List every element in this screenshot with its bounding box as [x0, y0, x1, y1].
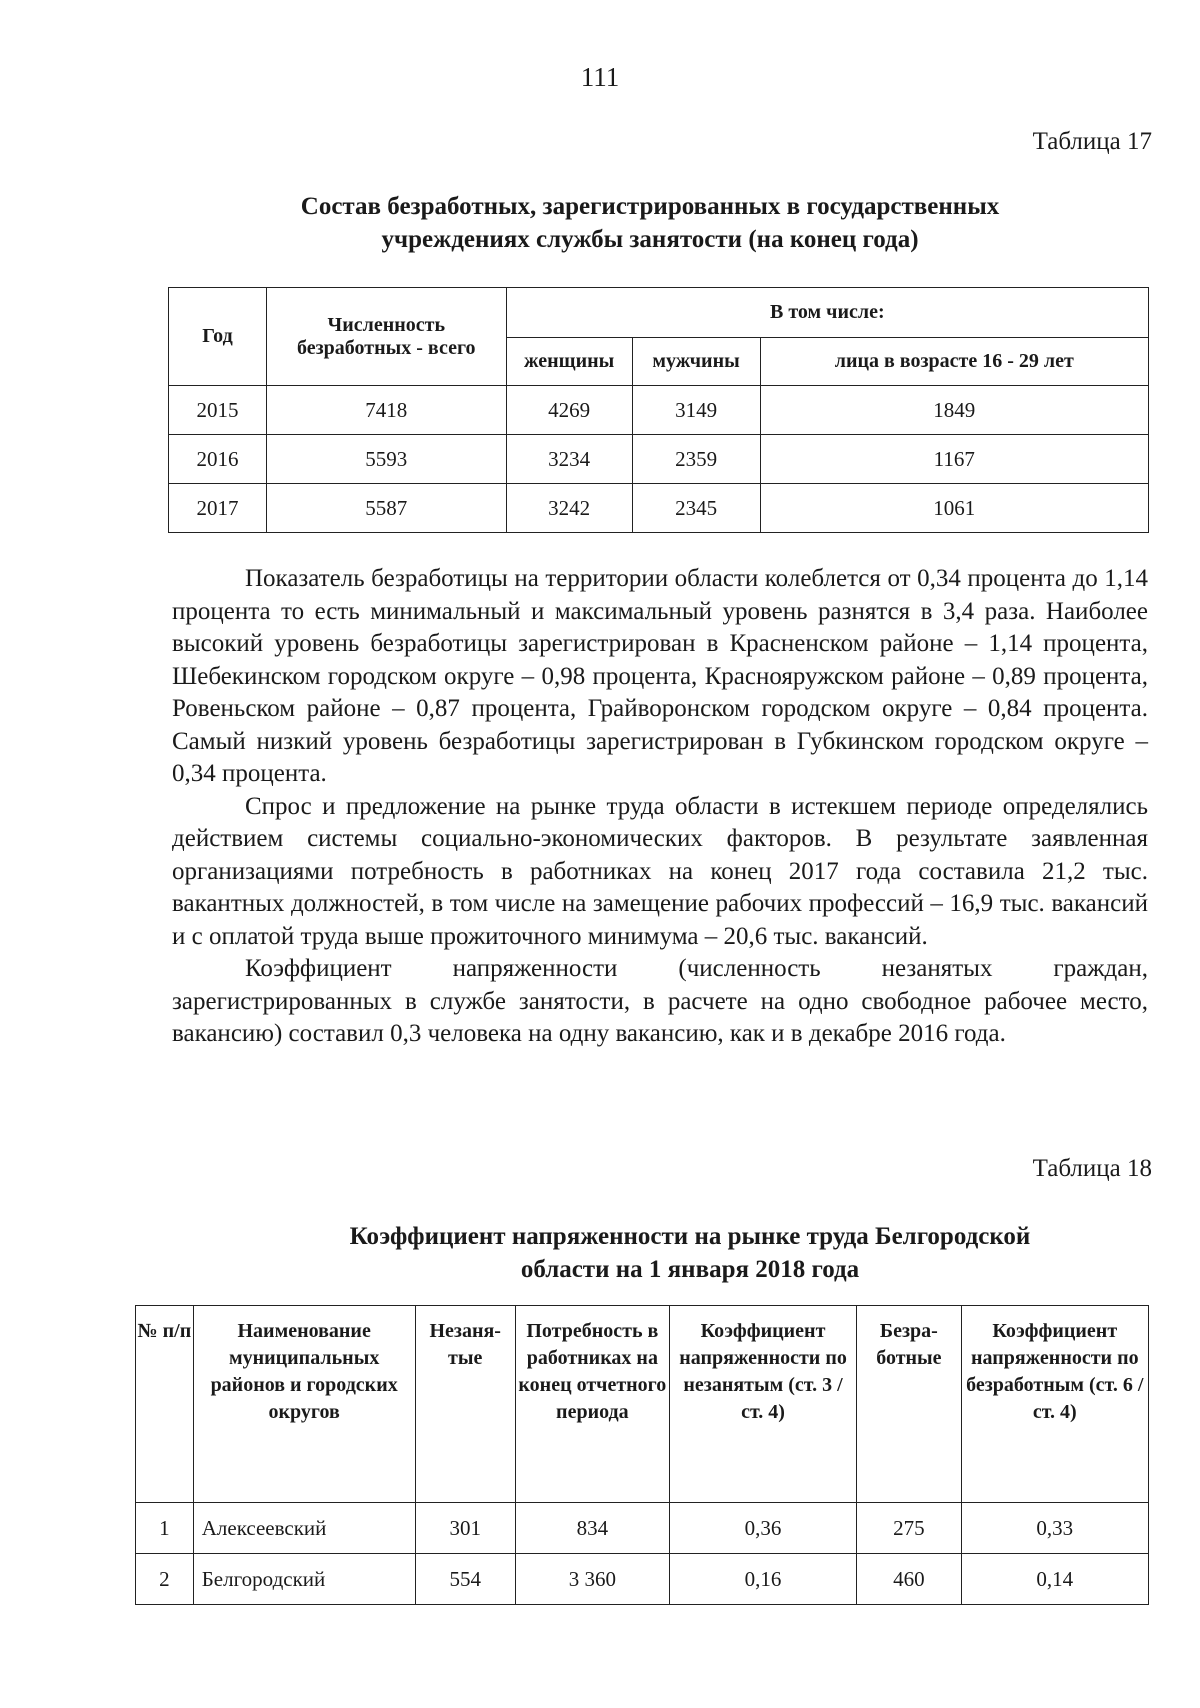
header-total	[266, 288, 506, 386]
header-num: № п/п	[136, 1306, 194, 1503]
cell-total: 5587	[266, 484, 506, 533]
cell-unemployed: 554	[415, 1554, 515, 1605]
cell-name: Алексеевский	[193, 1503, 415, 1554]
header-coef-unemployed: Коэффициент напряженности по незанятым (ст. 3 / ст. 4)	[669, 1306, 856, 1503]
header-name: Наименование муниципальных районов и городских округов	[193, 1306, 415, 1503]
table-row	[136, 1554, 1149, 1605]
cell-coef-unemployed: 0,16	[669, 1554, 856, 1605]
cell-demand: 834	[515, 1503, 669, 1554]
table-17-label: Таблица 17	[1032, 128, 1152, 155]
header-jobless: Безра-ботные	[857, 1306, 961, 1503]
header-total-line2: безработных - всего	[297, 336, 476, 359]
table-18-label: Таблица 18	[1032, 1155, 1152, 1182]
cell-women: 3234	[506, 435, 632, 484]
paragraph-labor-demand: Спрос и предложение на рынке труда области в истекшем периоде определялись действием системы социально-экономических факторов. В результате заявленная организациями потребность в работниках на конец 2017 года составила 21,2 тыс. вакантных должностей, в том числе на замещение рабочих профессий – 16,9 тыс. вакансий и с оплатой труда выше прожиточного минимума – 20,6 тыс. вакансий.	[172, 792, 1148, 950]
table-17-title-line1: Состав безработных, зарегистрированных в государственных	[300, 193, 1000, 220]
cell-jobless: 275	[857, 1503, 961, 1554]
table-18-title-line1: Коэффициент напряженности на рынке труда Белгородской	[349, 1223, 1031, 1250]
table-row	[169, 386, 1149, 435]
header-including: В том числе:	[506, 288, 1148, 338]
cell-women: 3242	[506, 484, 632, 533]
table-17-title	[190, 190, 1110, 256]
header-year: Год	[169, 288, 267, 386]
cell-coef-jobless: 0,33	[961, 1503, 1148, 1554]
cell-demand: 3 360	[515, 1554, 669, 1605]
cell-name: Белгородский	[193, 1554, 415, 1605]
cell-men: 2345	[632, 484, 760, 533]
page-number: 111	[580, 62, 620, 92]
paragraph-tension-coefficient: Коэффициент напряженности (численность незанятых граждан, зарегистрированных в службе занятости, в расчете на одно свободное рабочее место, вакансию) составил 0,3 человека на одну вакансию, как и в декабре 2016 года.	[172, 955, 1148, 1047]
cell-total: 5593	[266, 435, 506, 484]
cell-year: 2015	[169, 386, 267, 435]
cell-youth: 1849	[760, 386, 1148, 435]
cell-num: 2	[136, 1554, 194, 1605]
paragraph-unemployment-rate: Показатель безработицы на территории области колеблется от 0,34 процента до 1,14 процента то есть минимальный и максимальный уровень разнятся в 3,4 раза. Наиболее высокий уровень безработицы зарегистрирован в Красненском районе – 1,14 процента, Шебекинском городском округе – 0,98 процента, Краснояружском районе – 0,89 процента, Ровеньском районе – 0,87 процента, Грайворонском городском округе – 0,84 процента. Самый низкий уровень безработицы зарегистрирован в Губкинском городском округе – 0,34 процента.	[172, 565, 1148, 787]
table-row	[169, 484, 1149, 533]
cell-youth: 1061	[760, 484, 1148, 533]
body-text	[172, 563, 1148, 1051]
unemployed-composition-table	[168, 287, 1149, 533]
cell-year: 2016	[169, 435, 267, 484]
table-18-title-line2: области на 1 января 2018 года	[520, 1256, 860, 1283]
table-18-title	[240, 1220, 1140, 1286]
cell-total: 7418	[266, 386, 506, 435]
header-demand: Потребность в работниках на конец отчетного периода	[515, 1306, 669, 1503]
header-unemployed: Незаня-тые	[415, 1306, 515, 1503]
table-row	[136, 1503, 1149, 1554]
cell-coef-unemployed: 0,36	[669, 1503, 856, 1554]
cell-year: 2017	[169, 484, 267, 533]
header-men: мужчины	[632, 338, 760, 386]
header-total-line1: Численность	[327, 313, 446, 336]
cell-unemployed: 301	[415, 1503, 515, 1554]
cell-jobless: 460	[857, 1554, 961, 1605]
cell-men: 2359	[632, 435, 760, 484]
header-women: женщины	[506, 338, 632, 386]
cell-youth: 1167	[760, 435, 1148, 484]
cell-women: 4269	[506, 386, 632, 435]
cell-num: 1	[136, 1503, 194, 1554]
cell-men: 3149	[632, 386, 760, 435]
header-coef-jobless: Коэффициент напряженности по безработным (ст. 6 / ст. 4)	[961, 1306, 1148, 1503]
tension-coefficient-table	[135, 1305, 1149, 1605]
cell-coef-jobless: 0,14	[961, 1554, 1148, 1605]
table-row	[169, 435, 1149, 484]
header-youth: лица в возрасте 16 - 29 лет	[760, 338, 1148, 386]
table-17-title-line2: учреждениях службы занятости (на конец года)	[381, 226, 919, 253]
